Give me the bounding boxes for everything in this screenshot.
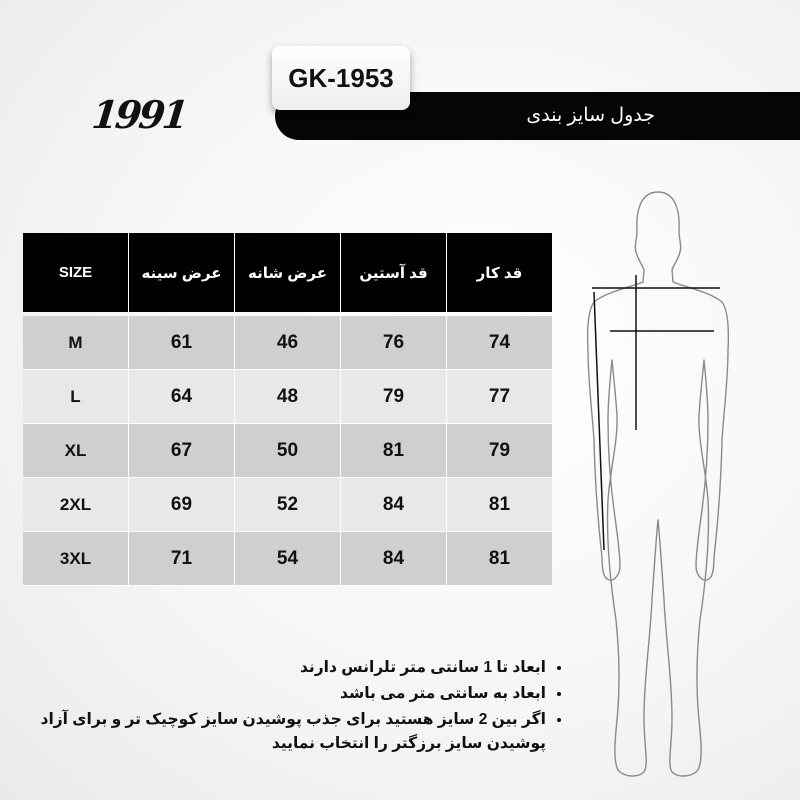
note-item: • ابعاد تا 1 سانتی متر تلرانس دارند [6, 656, 546, 680]
note-item: • اگر بین 2 سایز هستید برای جذب پوشیدن سایز کوچیک تر و برای آزاد پوشیدن سایز برزگتر را انتخاب نمایید [6, 708, 546, 756]
table-row [23, 316, 552, 370]
chest-width-cell: 64 [129, 370, 235, 424]
garment-length-cell: 74 [447, 316, 553, 370]
chest-width-cell: 71 [129, 532, 235, 586]
table-row [23, 424, 552, 478]
chest-width-cell: 69 [129, 478, 235, 532]
garment-length-cell: 79 [447, 424, 553, 478]
chest-width-cell: 67 [129, 424, 235, 478]
shoulder-width-cell: 46 [235, 316, 341, 370]
size-notes-list [6, 656, 568, 758]
page-title: جدول سایز بندی [526, 105, 655, 126]
body-silhouette-figure [570, 180, 750, 795]
table-header-row [23, 233, 552, 312]
chest-width-cell: 61 [129, 316, 235, 370]
column-header-shoulder-width: عرض شانه [235, 233, 341, 312]
size-table [23, 233, 552, 586]
measurement-lines [592, 275, 720, 550]
column-header-sleeve-length: قد آستین [341, 233, 447, 312]
size-cell: 3XL [23, 532, 129, 586]
note-item: • ابعاد به سانتی متر می باشد [6, 682, 546, 706]
size-cell: 2XL [23, 478, 129, 532]
table-row [23, 370, 552, 424]
sleeve-length-cell: 84 [341, 532, 447, 586]
shoulder-width-cell: 48 [235, 370, 341, 424]
table-row [23, 532, 552, 586]
size-cell: L [23, 370, 129, 424]
shoulder-width-cell: 52 [235, 478, 341, 532]
column-header-garment-length: قد کار [447, 233, 553, 312]
table-row [23, 478, 552, 532]
silhouette-outline [588, 192, 729, 776]
garment-length-cell: 77 [447, 370, 553, 424]
sleeve-length-cell: 76 [341, 316, 447, 370]
brand-logo: 1991 [89, 92, 189, 137]
product-code-badge: GK-1953 [272, 46, 410, 110]
column-header-chest-width: عرض سینه [129, 233, 235, 312]
sleeve-length-cell: 84 [341, 478, 447, 532]
shoulder-width-cell: 50 [235, 424, 341, 478]
size-cell: M [23, 316, 129, 370]
garment-length-cell: 81 [447, 532, 553, 586]
size-cell: XL [23, 424, 129, 478]
shoulder-width-cell: 54 [235, 532, 341, 586]
sleeve-length-cell: 79 [341, 370, 447, 424]
sleeve-length-line [594, 292, 604, 550]
garment-length-cell: 81 [447, 478, 553, 532]
sleeve-length-cell: 81 [341, 424, 447, 478]
column-header-size: SIZE [23, 233, 129, 312]
